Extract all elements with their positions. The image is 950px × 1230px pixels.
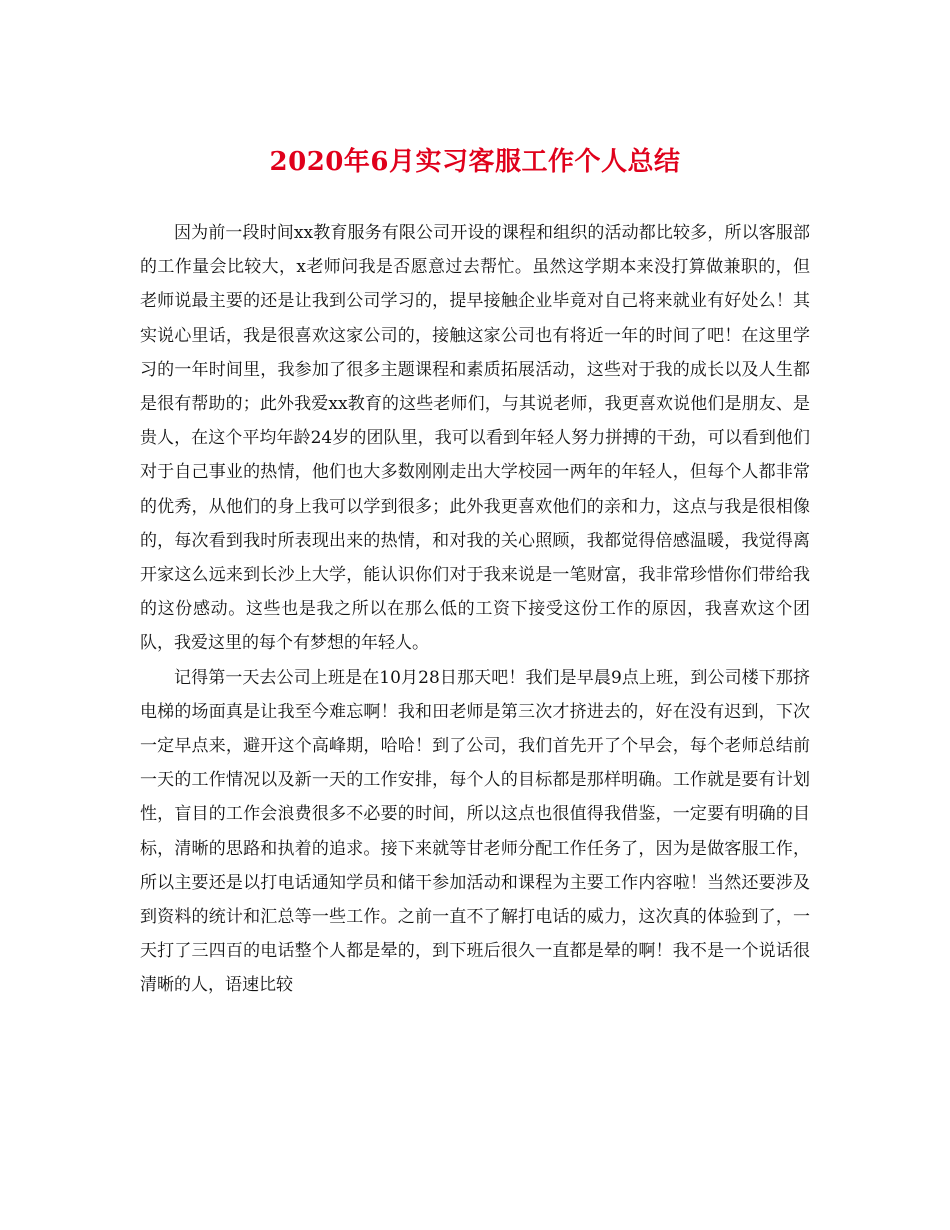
paragraph-1: 因为前一段时间xx教育服务有限公司开设的课程和组织的活动都比较多，所以客服部的工作量会比较大，x老师问我是否愿意过去帮忙。虽然这学期本来没打算做兼职的，但老师说最主要的还是让我到公司学习的，提早接触企业毕竟对自己将来就业有好处么！其实说心里话，我是很喜欢这家公司的，接触这家公司也有将近一年的时间了吧！在这里学习的一年时间里，我参加了很多主题课程和素质拓展活动，这些对于我的成长以及人生都是很有帮助的；此外我爱xx教育的这些老师们，与其说老师，我更喜欢说他们是朋友、是贵人，在这个平均年龄24岁的团队里，我可以看到年轻人努力拼搏的干劲，可以看到他们对于自己事业的热情，他们也大多数刚刚走出大学校园一两年的年轻人，但每个人都非常的优秀，从他们的身上我可以学到很多；此外我更喜欢他们的亲和力，这点与我是很相像的，每次看到我时所表现出来的热情，和对我的关心照顾，我都觉得倍感温暖，我觉得离开家这么远来到长沙上大学，能认识你们对于我来说是一笔财富，我非常珍惜你们带给我的这份感动。这些也是我之所以在那么低的工资下接受这份工作的原因，我喜欢这个团队，我爱这里的每个有梦想的年轻人。: [140, 223, 810, 654]
paragraph-2: 记得第一天去公司上班是在10月28日那天吧！我们是早晨9点上班，到公司楼下那挤电梯的场面真是让我至今难忘啊！我和田老师是第三次才挤进去的，好在没有迟到，下次一定早点来，避开这个高峰期，哈哈！到了公司，我们首先开了个早会，每个老师总结前一天的工作情况以及新一天的工作安排，每个人的目标都是那样明确。工作就是要有计划性，盲目的工作会浪费很多不必要的时间，所以这点也很值得我借鉴，一定要有明确的目标，清晰的思路和执着的追求。接下来就等甘老师分配工作任务了，因为是做客服工作，所以主要还是以打电话通知学员和储干参加活动和课程为主要工作内容啦！当然还要涉及到资料的统计和汇总等一些工作。之前一直不了解打电话的威力，这次真的体验到了，一天打了三四百的电话整个人都是晕的，到下班后很久一直都是晕的啊！我不是一个说话很清晰的人，语速比较: [140, 667, 810, 996]
document-body: [140, 216, 810, 1003]
document-title: 2020年6月实习客服工作个人总结: [269, 147, 681, 177]
